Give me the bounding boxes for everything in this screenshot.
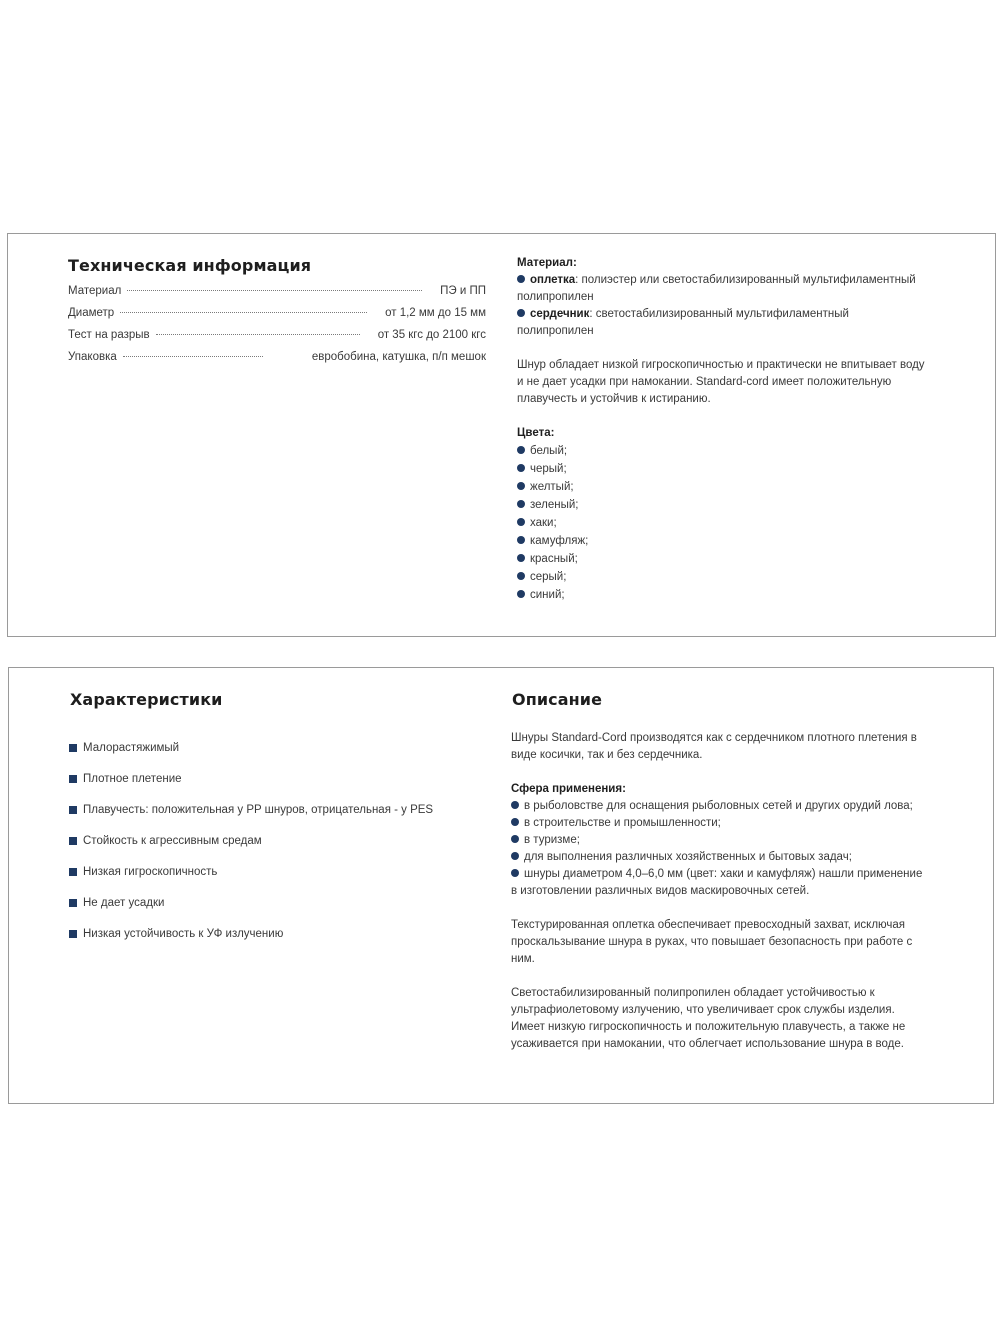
description-paragraph-1: Текстурированная оплетка обеспечивает превосходный захват, исключая проскальзывание шнура в руках, что повышает безопасность при работе с ним. [511,919,913,965]
color-item: желтый; [517,478,927,496]
characteristic-item: Не дает усадки [69,887,433,918]
bullet-icon [511,818,519,826]
square-bullet-icon [69,868,77,876]
spec-label: Тест на разрыв [68,329,150,341]
bullet-icon [517,572,525,580]
characteristic-item: Низкая устойчивость к УФ излучению [69,918,433,949]
square-bullet-icon [69,775,77,783]
description-column [511,730,931,1053]
spec-label: Материал [68,285,122,297]
square-bullet-icon [69,806,77,814]
material-term: сердечник [530,308,590,320]
bullet-icon [511,852,519,860]
color-item: синий; [517,586,927,604]
color-item: белый; [517,442,927,460]
material-term: оплетка [530,274,576,286]
material-text: : полиэстер или светостабилизированный мультифиламентный полипропилен [517,274,916,303]
color-item: серый; [517,568,927,586]
description-paragraph-2: Светостабилизированный полипропилен обладает устойчивостью к ультрафиолетовому излучению, что увеличивает срок службы изделия. Имеет низкую гигроскопичность и положительную плавучесть, а также не усаживается при намокании, что облегчает использование шнура в воде. [511,987,906,1050]
material-item-braid [517,272,927,306]
scope-item: в туризме; [511,832,931,849]
bullet-icon [517,275,525,283]
color-item: камуфляж; [517,532,927,550]
characteristic-item: Стойкость к агрессивным средам [69,825,433,856]
spec-table [68,285,486,373]
spec-label: Диаметр [68,307,115,319]
material-text: : светостабилизированный мультифиламентный полипропилен [517,308,849,337]
bullet-icon [517,446,525,454]
characteristic-item: Плавучесть: положительная у PP шнуров, отрицательная - у PES [69,794,433,825]
bullet-icon [511,801,519,809]
spec-value: от 1,2 мм до 15 мм [385,307,486,319]
characteristic-item: Плотное плетение [69,763,433,794]
spec-label: Упаковка [68,351,117,363]
color-item: красный; [517,550,927,568]
color-item: хаки; [517,514,927,532]
spec-value: евробобина, катушка, п/п мешок [311,351,486,363]
bullet-icon [517,482,525,490]
scope-item: в строительстве и промышленности; [511,815,931,832]
bullet-icon [517,309,525,317]
description-intro: Шнуры Standard-Cord производятся как с сердечником плотного плетения в виде косички, так и без сердечника. [511,732,917,761]
scope-item: для выполнения различных хозяйственных и бытовых задач; [511,849,931,866]
bullet-icon [517,536,525,544]
spec-row-packaging [68,351,486,373]
dot-leader [123,356,263,357]
material-heading: Материал: [517,257,577,269]
bullet-icon [517,554,525,562]
scope-heading: Сфера применения: [511,783,626,795]
scope-item: шнуры диаметром 4,0–6,0 мм (цвет: хаки и камуфляж) нашли применение в изготовлении различных видов маскировочных сетей. [511,868,923,897]
characteristics-title: Характеристики [70,690,223,709]
material-item-core [517,306,927,340]
color-item: зеленый; [517,496,927,514]
spec-row-diameter [68,307,486,329]
bullet-icon [517,464,525,472]
square-bullet-icon [69,930,77,938]
spec-value: ПЭ и ПП [440,285,486,297]
colors-heading: Цвета: [517,427,555,439]
dot-leader [120,312,367,313]
bullet-icon [517,518,525,526]
square-bullet-icon [69,744,77,752]
material-paragraph: Шнур обладает низкой гигроскопичностью и практически не впитывает воду и не дает усадки при намокании. Standard-cord имеет положительную плавучесть и устойчив к истиранию. [517,359,925,405]
characteristics-card [8,667,994,1104]
color-item: черый; [517,460,927,478]
bullet-icon [517,500,525,508]
dot-leader [156,334,360,335]
characteristic-item: Низкая гигроскопичность [69,856,433,887]
material-column [517,255,927,604]
characteristics-list [69,732,433,949]
bullet-icon [517,590,525,598]
bullet-icon [511,835,519,843]
description-title: Описание [512,690,603,709]
square-bullet-icon [69,837,77,845]
scope-item: в рыболовстве для оснащения рыболовных сетей и других орудий лова; [511,798,931,815]
spec-value: от 35 кгс до 2100 кгс [377,329,486,341]
spec-row-break-test [68,329,486,351]
bullet-icon [511,869,519,877]
spec-row-material [68,285,486,307]
square-bullet-icon [69,899,77,907]
characteristic-item: Малорастяжимый [69,732,433,763]
technical-info-title: Техническая информация [68,256,312,275]
dot-leader [127,290,422,291]
technical-info-card [7,233,996,637]
